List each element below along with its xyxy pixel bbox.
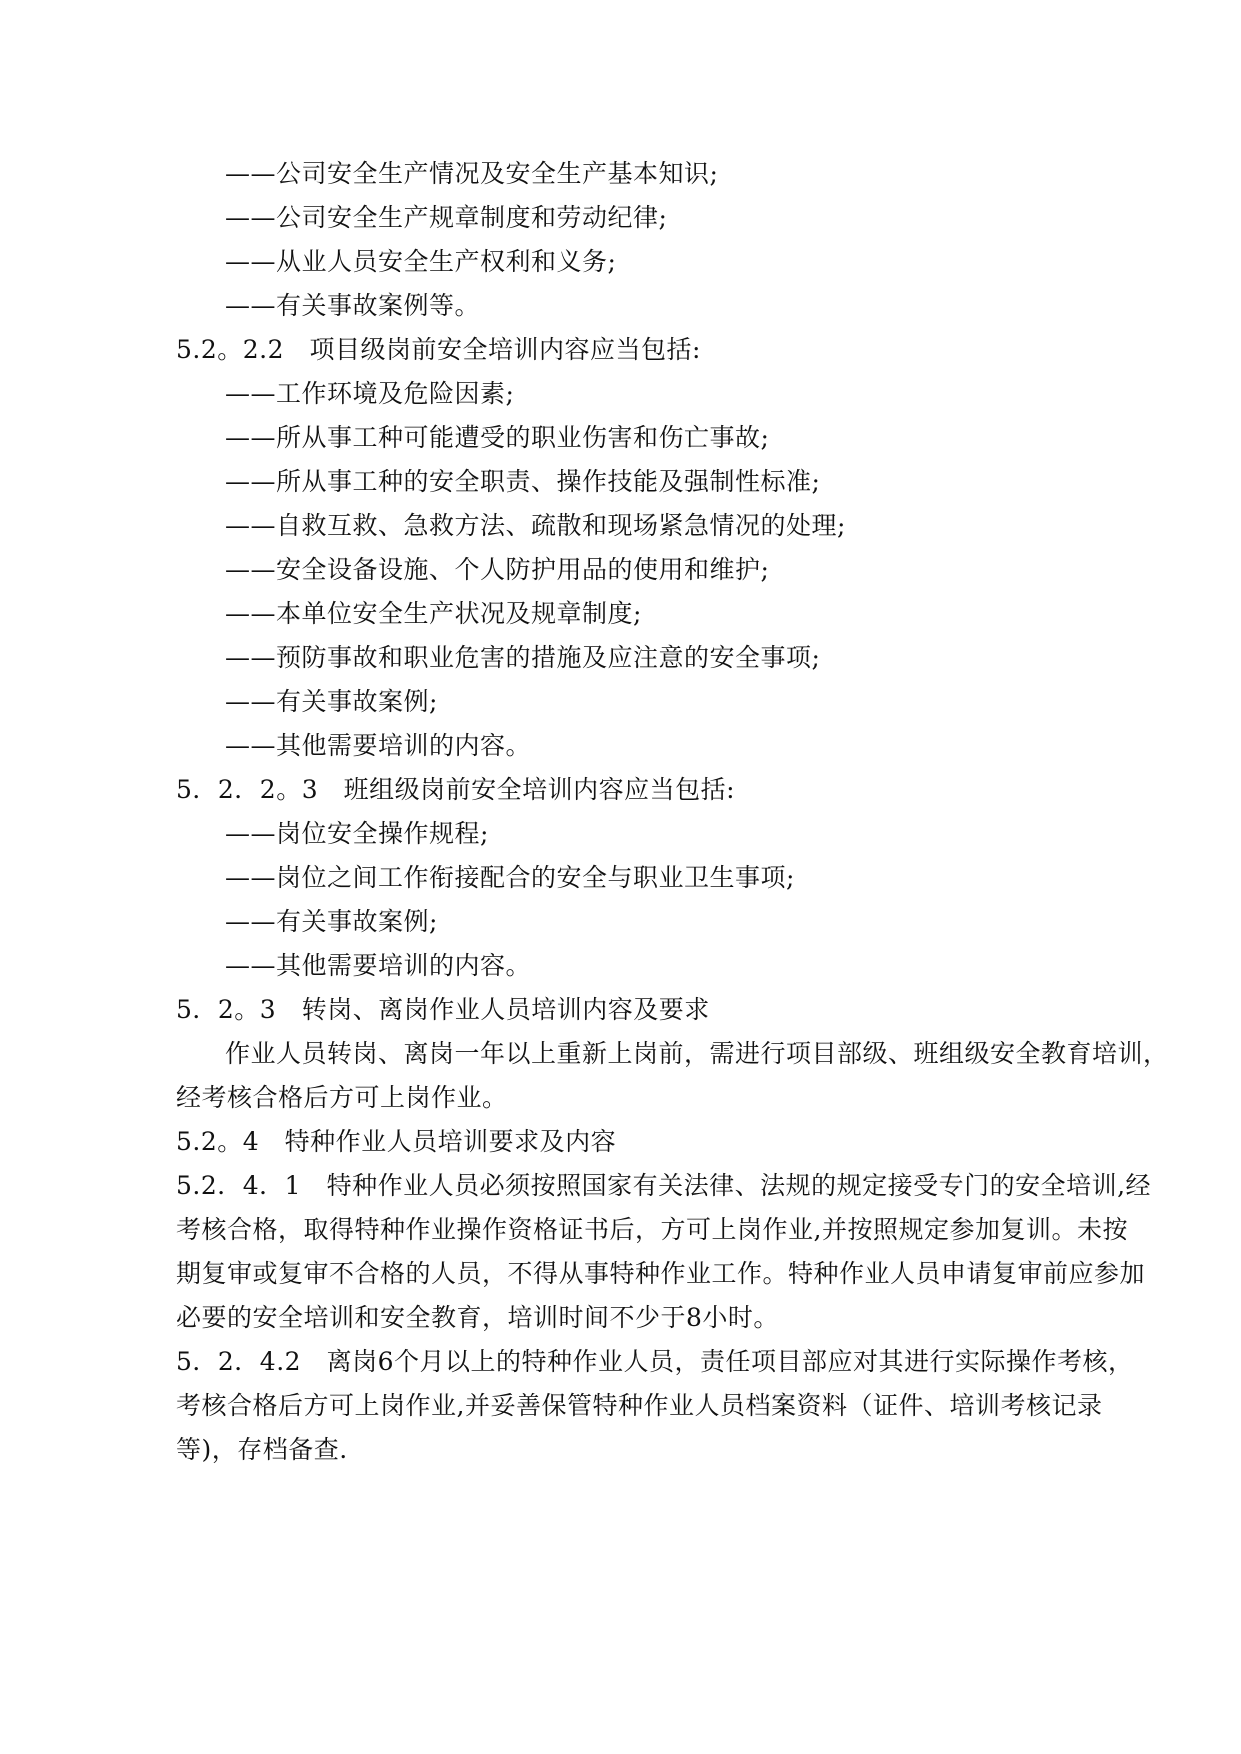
list-item: ——所从事工种可能遭受的职业伤害和伤亡事故; xyxy=(225,423,770,452)
list-item: ——有关事故案例等。 xyxy=(225,291,481,320)
section-heading: 5．2。3 转岗、离岗作业人员培训内容及要求 xyxy=(176,995,710,1024)
list-item: ——预防事故和职业危害的措施及应注意的安全事项; xyxy=(225,643,821,672)
paragraph-line: 等)，存档备查. xyxy=(176,1435,348,1464)
paragraph-line: 期复审或复审不合格的人员，不得从事特种作业工作。特种作业人员申请复审前应参加 xyxy=(176,1259,1146,1288)
section-heading: 5.2。4 特种作业人员培训要求及内容 xyxy=(176,1127,617,1156)
list-item: ——所从事工种的安全职责、操作技能及强制性标准; xyxy=(225,467,821,496)
paragraph-line: 作业人员转岗、离岗一年以上重新上岗前，需进行项目部级、班组级安全教育培训， xyxy=(225,1039,1169,1068)
paragraph-line: 考核合格后方可上岗作业,并妥善保管特种作业人员档案资料（证件、培训考核记录 xyxy=(176,1391,1103,1420)
paragraph-line: 5.2．4．1 特种作业人员必须按照国家有关法律、法规的规定接受专门的安全培训,经 xyxy=(176,1171,1152,1200)
list-item: ——其他需要培训的内容。 xyxy=(225,731,532,760)
paragraph-line: 5．2．4.2 离岗6个月以上的特种作业人员，责任项目部应对其进行实际操作考核， xyxy=(176,1347,1134,1376)
paragraph-line: 考核合格，取得特种作业操作资格证书后，方可上岗作业,并按照规定参加复训。未按 xyxy=(176,1215,1128,1244)
list-item: ——有关事故案例; xyxy=(225,687,438,716)
list-item: ——安全设备设施、个人防护用品的使用和维护; xyxy=(225,555,770,584)
list-item: ——有关事故案例; xyxy=(225,907,438,936)
list-item: ——公司安全生产情况及安全生产基本知识; xyxy=(225,159,719,188)
list-item: ——岗位安全操作规程; xyxy=(225,819,489,848)
list-item: ——其他需要培训的内容。 xyxy=(225,951,532,980)
list-item: ——岗位之间工作衔接配合的安全与职业卫生事项; xyxy=(225,863,795,892)
paragraph-line: 经考核合格后方可上岗作业。 xyxy=(176,1083,508,1112)
list-item: ——公司安全生产规章制度和劳动纪律; xyxy=(225,203,668,232)
list-item: ——本单位安全生产状况及规章制度; xyxy=(225,599,642,628)
section-heading: 5．2．2。3 班组级岗前安全培训内容应当包括: xyxy=(176,775,736,804)
paragraph-line: 必要的安全培训和安全教育，培训时间不少于8小时。 xyxy=(176,1303,779,1332)
list-item: ——从业人员安全生产权利和义务; xyxy=(225,247,617,276)
section-heading: 5.2。2.2 项目级岗前安全培训内容应当包括: xyxy=(176,335,701,364)
list-item: ——工作环境及危险因素; xyxy=(225,379,515,408)
list-item: ——自救互救、急救方法、疏散和现场紧急情况的处理; xyxy=(225,511,846,540)
